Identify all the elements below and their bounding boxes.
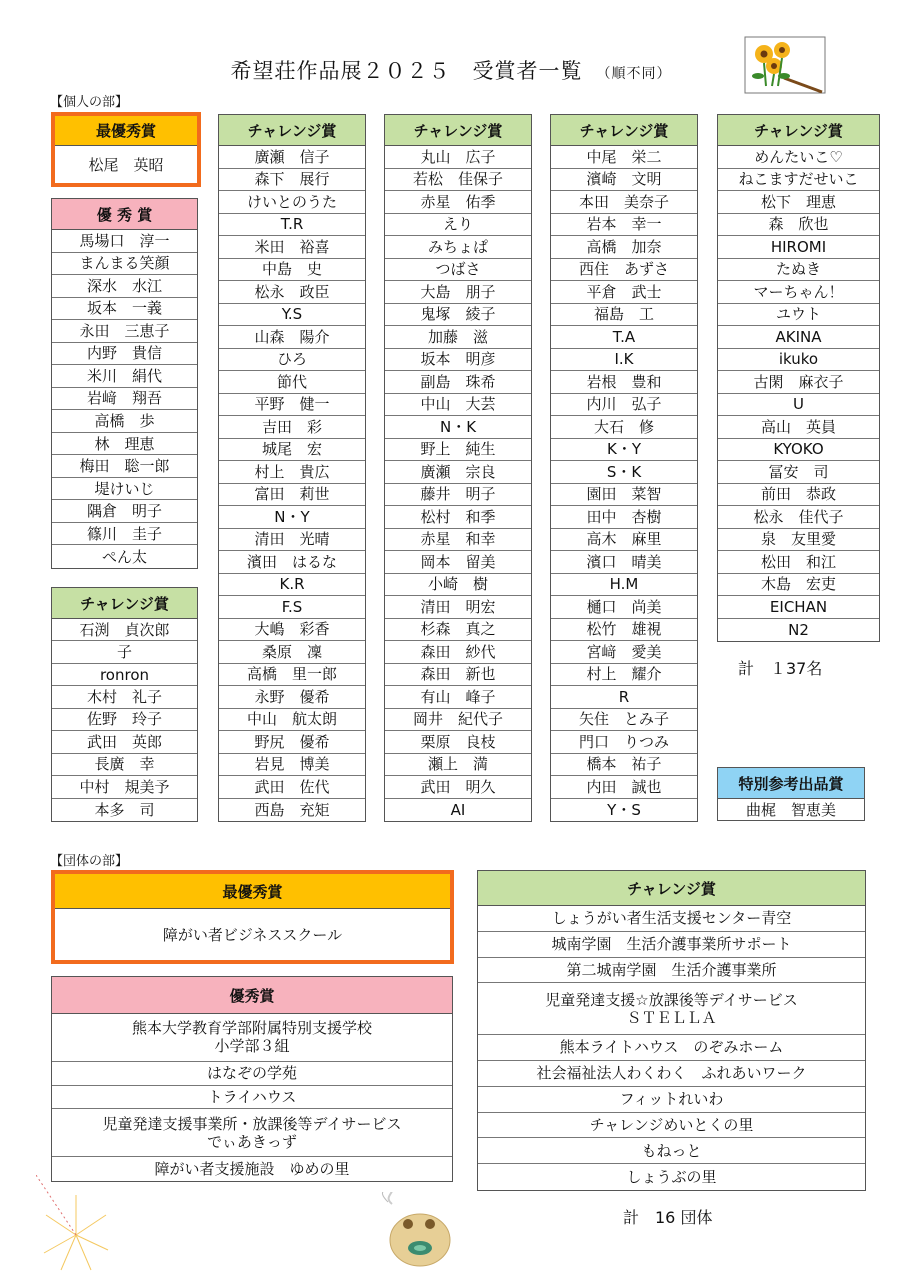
name-line: でぃあきっず xyxy=(207,1132,297,1151)
table-header: チャレンジ賞 xyxy=(718,115,879,146)
table-row: 杉森 真之 xyxy=(385,619,531,642)
table-row: フィットれいわ xyxy=(478,1087,865,1113)
table-row: 岩見 博美 xyxy=(219,754,365,777)
name-line: 小学部３組 xyxy=(214,1037,290,1056)
table-row: S・K xyxy=(551,461,697,484)
table-row: めんたいこ♡ xyxy=(718,146,879,169)
table-row: 矢住 とみ子 xyxy=(551,709,697,732)
group-challenge-table xyxy=(477,870,866,1191)
table-row: 本田 美奈子 xyxy=(551,191,697,214)
table-row: 宮﨑 愛美 xyxy=(551,641,697,664)
table-row: 障がい者支援施設 ゆめの里 xyxy=(154,1160,350,1179)
title-note: （順不同） xyxy=(596,66,672,82)
table-row: 前田 恭政 xyxy=(718,484,879,507)
table-row: ikuko xyxy=(718,349,879,372)
table-row: 城南学園 生活介護事業所サポート xyxy=(478,932,865,958)
table-row: 石渕 貞次郎 xyxy=(52,619,197,641)
table-row: はなぞの学苑 xyxy=(52,1062,452,1086)
table-row: 清田 光晴 xyxy=(219,529,365,552)
table-row: 有山 峰子 xyxy=(385,686,531,709)
table-row: 村上 耀介 xyxy=(551,664,697,687)
table-row: 永田 三恵子 xyxy=(52,320,197,343)
table-row: 松永 佳代子 xyxy=(718,506,879,529)
table-row xyxy=(52,1109,452,1157)
table-row: Y.S xyxy=(219,304,365,327)
table-row xyxy=(52,1014,452,1062)
table-row: 橋本 祐子 xyxy=(551,754,697,777)
table-row: 松田 和江 xyxy=(718,551,879,574)
table-header: 優 秀 賞 xyxy=(52,199,197,230)
name-line: ＳＴＥＬＬＡ xyxy=(626,1008,717,1027)
group-grand-prize-table xyxy=(51,870,454,964)
table-row: I.K xyxy=(551,349,697,372)
individual-challenge-table-3 xyxy=(384,114,532,822)
individual-grand-prize-table xyxy=(51,112,201,187)
special-reference-table xyxy=(717,767,865,821)
table-row: 堤けいじ xyxy=(52,478,197,501)
table-row: 瀬上 満 xyxy=(385,754,531,777)
table-row: N・K xyxy=(385,416,531,439)
table-row: 大石 修 xyxy=(551,416,697,439)
table-row: 武田 佐代 xyxy=(219,776,365,799)
table-row: 山森 陽介 xyxy=(219,326,365,349)
table-row: チャレンジめいとくの里 xyxy=(478,1113,865,1139)
table-row: 村上 貴広 xyxy=(219,461,365,484)
table-row: 障がい者ビジネススクール xyxy=(162,925,343,944)
table-row: 西住 あずさ xyxy=(551,259,697,282)
table-header: 最優秀賞 xyxy=(55,874,450,909)
table-row: 梅田 聡一郎 xyxy=(52,455,197,478)
table-row: 森下 展行 xyxy=(219,169,365,192)
table-row: 小崎 樹 xyxy=(385,574,531,597)
table-row: T.R xyxy=(219,214,365,237)
sunflower-illustration-icon xyxy=(744,36,826,94)
group-section-label: 【団体の部】 xyxy=(50,854,129,869)
table-row: 城尾 宏 xyxy=(219,439,365,462)
table-row: 馬場口 淳一 xyxy=(52,230,197,253)
table-row: 中島 史 xyxy=(219,259,365,282)
table-row: 大島 朋子 xyxy=(385,281,531,304)
table-row: 濱崎 文明 xyxy=(551,169,697,192)
table-row: えり xyxy=(385,214,531,237)
table-row: 岩根 豊和 xyxy=(551,371,697,394)
individual-challenge-table-1 xyxy=(51,587,198,822)
table-row: つばさ xyxy=(385,259,531,282)
name-line: 熊本大学教育学部附属特別支援学校 xyxy=(131,1019,372,1038)
individual-total: 計 １37名 xyxy=(738,659,823,678)
table-row: 岩﨑 翔吾 xyxy=(52,388,197,411)
table-row: N・Y xyxy=(219,506,365,529)
table-row: 西島 充矩 xyxy=(254,800,330,819)
table-row: 平倉 武士 xyxy=(551,281,697,304)
table-row: U xyxy=(718,394,879,417)
table-row: 廣瀬 宗良 xyxy=(385,461,531,484)
table-row: みちょぱ xyxy=(385,236,531,259)
table-row: 赤星 和幸 xyxy=(385,529,531,552)
table-row: 坂本 明彦 xyxy=(385,349,531,372)
table-row: 松永 政臣 xyxy=(219,281,365,304)
table-row: 森田 新也 xyxy=(385,664,531,687)
table-row: 武田 明久 xyxy=(385,776,531,799)
table-row: 中山 大芸 xyxy=(385,394,531,417)
table-row: F.S xyxy=(219,596,365,619)
individual-challenge-table-5 xyxy=(717,114,880,642)
table-row: 篠川 圭子 xyxy=(52,523,197,546)
table-row: 岡井 紀代子 xyxy=(385,709,531,732)
table-row: 松尾 英昭 xyxy=(88,155,164,174)
name-line: 児童発達支援事業所・放課後等デイサービス xyxy=(102,1114,402,1133)
group-excellent-table xyxy=(51,976,453,1182)
table-row: しょうがい者生活支援センター青空 xyxy=(478,906,865,932)
table-row: 丸山 広子 xyxy=(385,146,531,169)
table-row: 佐野 玲子 xyxy=(52,709,197,731)
title-text: 希望荘作品展２０２５ 受賞者一覧 xyxy=(230,59,583,83)
table-row: 中尾 栄二 xyxy=(551,146,697,169)
table-row: 深水 水江 xyxy=(52,275,197,298)
individual-section-label: 【個人の部】 xyxy=(50,95,129,110)
table-row: 坂本 一義 xyxy=(52,298,197,321)
table-row: 門口 りつみ xyxy=(551,731,697,754)
table-row: 木村 礼子 xyxy=(52,686,197,708)
table-row: 隅倉 明子 xyxy=(52,500,197,523)
table-header: チャレンジ賞 xyxy=(385,115,531,146)
table-row: 廣瀬 信子 xyxy=(219,146,365,169)
fireworks-icon xyxy=(36,1175,126,1275)
table-header: チャレンジ賞 xyxy=(478,871,865,906)
table-row: 松下 理恵 xyxy=(718,191,879,214)
table-row: 森 欣也 xyxy=(718,214,879,237)
table-row: EICHAN xyxy=(718,596,879,619)
table-row: トライハウス xyxy=(52,1086,452,1110)
table-row: 藤井 明子 xyxy=(385,484,531,507)
table-row: AKINA xyxy=(718,326,879,349)
individual-excellent-table xyxy=(51,198,198,569)
table-header: チャレンジ賞 xyxy=(551,115,697,146)
table-row: ねこますだせいこ xyxy=(718,169,879,192)
table-row: 内川 弘子 xyxy=(551,394,697,417)
table-row: ronron xyxy=(52,664,197,686)
table-row: 高橋 歩 xyxy=(52,410,197,433)
table-row: AI xyxy=(450,800,466,819)
table-row: 野尻 優希 xyxy=(219,731,365,754)
table-row: 冨安 司 xyxy=(718,461,879,484)
table-row: 桑原 凜 xyxy=(219,641,365,664)
table-row: 清田 明宏 xyxy=(385,596,531,619)
table-row: もねっと xyxy=(478,1138,865,1164)
table-row: 岩本 幸一 xyxy=(551,214,697,237)
table-row: 古閑 麻衣子 xyxy=(718,371,879,394)
table-row: 若松 佳保子 xyxy=(385,169,531,192)
table-row: 高橋 加奈 xyxy=(551,236,697,259)
incense-pot-icon xyxy=(378,1192,458,1272)
table-row: 中村 規美予 xyxy=(52,776,197,798)
table-row: R xyxy=(551,686,697,709)
table-row: 松村 和季 xyxy=(385,506,531,529)
table-row: 節代 xyxy=(219,371,365,394)
table-row: 第二城南学園 生活介護事業所 xyxy=(478,958,865,984)
table-row: N2 xyxy=(788,620,809,639)
table-row: 平野 健一 xyxy=(219,394,365,417)
table-row: しょうぶの里 xyxy=(626,1168,717,1187)
table-row: 武田 英郎 xyxy=(52,731,197,753)
table-row xyxy=(478,983,865,1035)
table-row: まんまる笑顔 xyxy=(52,253,197,276)
table-header: チャレンジ賞 xyxy=(52,588,197,619)
table-row: 加藤 滋 xyxy=(385,326,531,349)
table-row: ひろ xyxy=(219,349,365,372)
table-row: けいとのうた xyxy=(219,191,365,214)
table-row: 副島 珠希 xyxy=(385,371,531,394)
table-row: たぬき xyxy=(718,259,879,282)
table-row: 樋口 尚美 xyxy=(551,596,697,619)
table-row: 鬼塚 綾子 xyxy=(385,304,531,327)
table-row: 子 xyxy=(52,641,197,663)
individual-challenge-table-4 xyxy=(550,114,698,822)
table-row: 熊本ライトハウス のぞみホーム xyxy=(478,1035,865,1061)
table-row: 米田 裕喜 xyxy=(219,236,365,259)
table-row: 園田 菜智 xyxy=(551,484,697,507)
table-row: 野上 純生 xyxy=(385,439,531,462)
table-row: 木島 宏吏 xyxy=(718,574,879,597)
table-row: 栗原 良枝 xyxy=(385,731,531,754)
table-row: 米川 絹代 xyxy=(52,365,197,388)
table-row: ぺん太 xyxy=(101,547,147,566)
table-row: 高山 英員 xyxy=(718,416,879,439)
table-row: K.R xyxy=(219,574,365,597)
table-row: 松竹 雄視 xyxy=(551,619,697,642)
table-row: 曲梶 智恵美 xyxy=(745,800,836,819)
individual-challenge-table-2 xyxy=(218,114,366,822)
table-row: 濱口 晴美 xyxy=(551,551,697,574)
table-row: 林 理恵 xyxy=(52,433,197,456)
table-row: 内田 誠也 xyxy=(551,776,697,799)
table-row: 森田 紗代 xyxy=(385,641,531,664)
table-row: 内野 貴信 xyxy=(52,343,197,366)
table-row: ユウト xyxy=(718,304,879,327)
name-line: 児童発達支援☆放課後等デイサービス xyxy=(545,990,798,1009)
table-header: 特別参考出品賞 xyxy=(718,768,864,799)
table-row: 赤星 佑季 xyxy=(385,191,531,214)
table-row: Y・S xyxy=(607,800,641,819)
table-row: 福島 工 xyxy=(551,304,697,327)
table-row: 本多 司 xyxy=(94,800,155,819)
table-row: 中山 航太朗 xyxy=(219,709,365,732)
table-row: 富田 莉世 xyxy=(219,484,365,507)
table-row: 岡本 留美 xyxy=(385,551,531,574)
table-row: 高木 麻里 xyxy=(551,529,697,552)
table-row: 吉田 彩 xyxy=(219,416,365,439)
table-row: 泉 友里愛 xyxy=(718,529,879,552)
table-header: 最優秀賞 xyxy=(55,116,197,146)
table-row: 田中 杏樹 xyxy=(551,506,697,529)
table-row: 大嶋 彩香 xyxy=(219,619,365,642)
table-row: KYOKO xyxy=(718,439,879,462)
table-row: T.A xyxy=(551,326,697,349)
group-total: 計 16 団体 xyxy=(623,1208,713,1227)
table-row: 社会福祉法人わくわく ふれあいワーク xyxy=(478,1061,865,1087)
table-row: 長廣 幸 xyxy=(52,754,197,776)
table-header: 優秀賞 xyxy=(52,977,452,1014)
table-row: 永野 優希 xyxy=(219,686,365,709)
table-row: H.M xyxy=(551,574,697,597)
table-header: チャレンジ賞 xyxy=(219,115,365,146)
table-row: K・Y xyxy=(551,439,697,462)
table-row: 濱田 はるな xyxy=(219,551,365,574)
table-row: 高橋 里一郎 xyxy=(219,664,365,687)
table-row: HIROMI xyxy=(718,236,879,259)
table-row: マーちゃん！ xyxy=(718,281,879,304)
